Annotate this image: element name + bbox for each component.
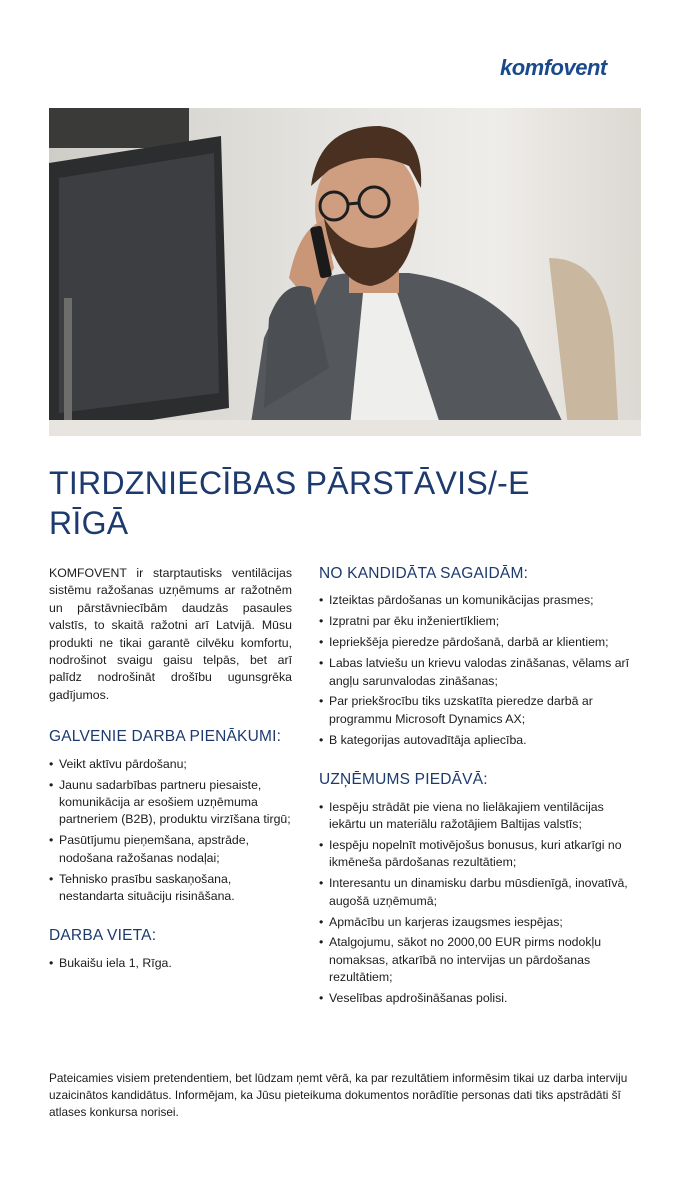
location-heading: DARBA VIETA: bbox=[49, 927, 157, 945]
list-item: • Izteiktas pārdošanas un komunikācijas prasmes; bbox=[319, 592, 644, 609]
list-item: • Veikt aktīvu pārdošanu; bbox=[49, 756, 292, 773]
list-item: • Iespēju nopelnīt motivējošus bonusus, kuri atkarīgi no ikmēneša pārdošanas rezultātiem; bbox=[319, 837, 644, 872]
list-item: • Iepriekšēja pieredze pārdošanā, darbā ar klientiem; bbox=[319, 634, 644, 651]
offer-list bbox=[319, 799, 644, 1008]
footer-note: Pateicamies visiem pretendentiem, bet lūdzam ņemt vērā, ka par rezultātiem informēsim tikai uz darba interviju uzaicinātos kandidātus. Informējam, ka Jūsu pieteikuma dokumentos norādītie personas dati tiks apstrādāti šī atlases konkursa norisei. bbox=[49, 1071, 628, 1119]
list-item: • Tehnisko prasību saskaņošana, nestandarta situāciju risināšana. bbox=[49, 871, 292, 906]
requirements-list bbox=[319, 592, 644, 749]
left-column bbox=[49, 565, 292, 976]
requirements-heading: NO KANDIDĀTA SAGAIDĀM: bbox=[319, 565, 529, 582]
location-list bbox=[49, 955, 292, 972]
page-title bbox=[49, 463, 649, 543]
company-logo: komfovent bbox=[500, 55, 607, 80]
list-item: • Jaunu sadarbības partneru piesaiste, komunikācija ar esošiem uzņēmuma partneriem (B2B), produktu virzīšana tirgū; bbox=[49, 777, 292, 829]
list-item: • Veselības apdrošināšanas polisi. bbox=[319, 990, 644, 1007]
list-item: • Apmācību un karjeras izaugsmes iespējas; bbox=[319, 914, 644, 931]
list-item: • Labas latviešu un krievu valodas zināšanas, vēlams arī angļu sarunvalodas zināšanas; bbox=[319, 655, 644, 690]
right-column bbox=[319, 565, 644, 1011]
list-item: • Iespēju strādāt pie viena no lielākajiem ventilācijas iekārtu un materiālu ražotājiem Baltijas valstīs; bbox=[319, 799, 644, 834]
hero-photo bbox=[49, 108, 641, 436]
list-item: • Pasūtījumu pieņemšana, apstrāde, nodošana ražošanas nodaļai; bbox=[49, 832, 292, 867]
list-item: • B kategorijas autovadītāja apliecība. bbox=[319, 732, 644, 749]
list-item: • Bukaišu iela 1, Rīga. bbox=[49, 955, 292, 972]
man-on-phone-illustration bbox=[49, 108, 641, 436]
list-item: • Izpratni par ēku inženiertīkliem; bbox=[319, 613, 644, 630]
list-item: • Interesantu un dinamisku darbu mūsdienīgā, inovatīvā, augošā uzņēmumā; bbox=[319, 875, 644, 910]
title-line-1: TIRDZNIECĪBAS PĀRSTĀVIS/-E bbox=[49, 465, 530, 501]
list-item: • Par priekšrocību tiks uzskatīta pieredze darbā ar programmu Microsoft Dynamics AX; bbox=[319, 693, 644, 728]
company-intro: KOMFOVENT ir starptautisks ventilācijas sistēmu ražošanas uzņēmums ar ražotnēm un pārstāvniecībām daudzās pasaules valstīs, to skaitā ražotni arī Latvijā. Mūsu produkti ne tikai garantē cilvēku komfortu, nodrošinot svaigu gaisu telpās, bet arī palīdz nodrošināt drošību ugunsgrēka gadījumos. bbox=[49, 566, 292, 702]
duties-list bbox=[49, 756, 292, 906]
title-line-2: RĪGĀ bbox=[49, 505, 129, 541]
duties-heading: GALVENIE DARBA PIENĀKUMI: bbox=[49, 728, 282, 746]
offer-heading: UZŅĒMUMS PIEDĀVĀ: bbox=[319, 771, 488, 789]
list-item: • Atalgojumu, sākot no 2000,00 EUR pirms nodokļu nomaksas, atkarībā no intervijas un pārdošanas rezultātiem; bbox=[319, 934, 644, 986]
